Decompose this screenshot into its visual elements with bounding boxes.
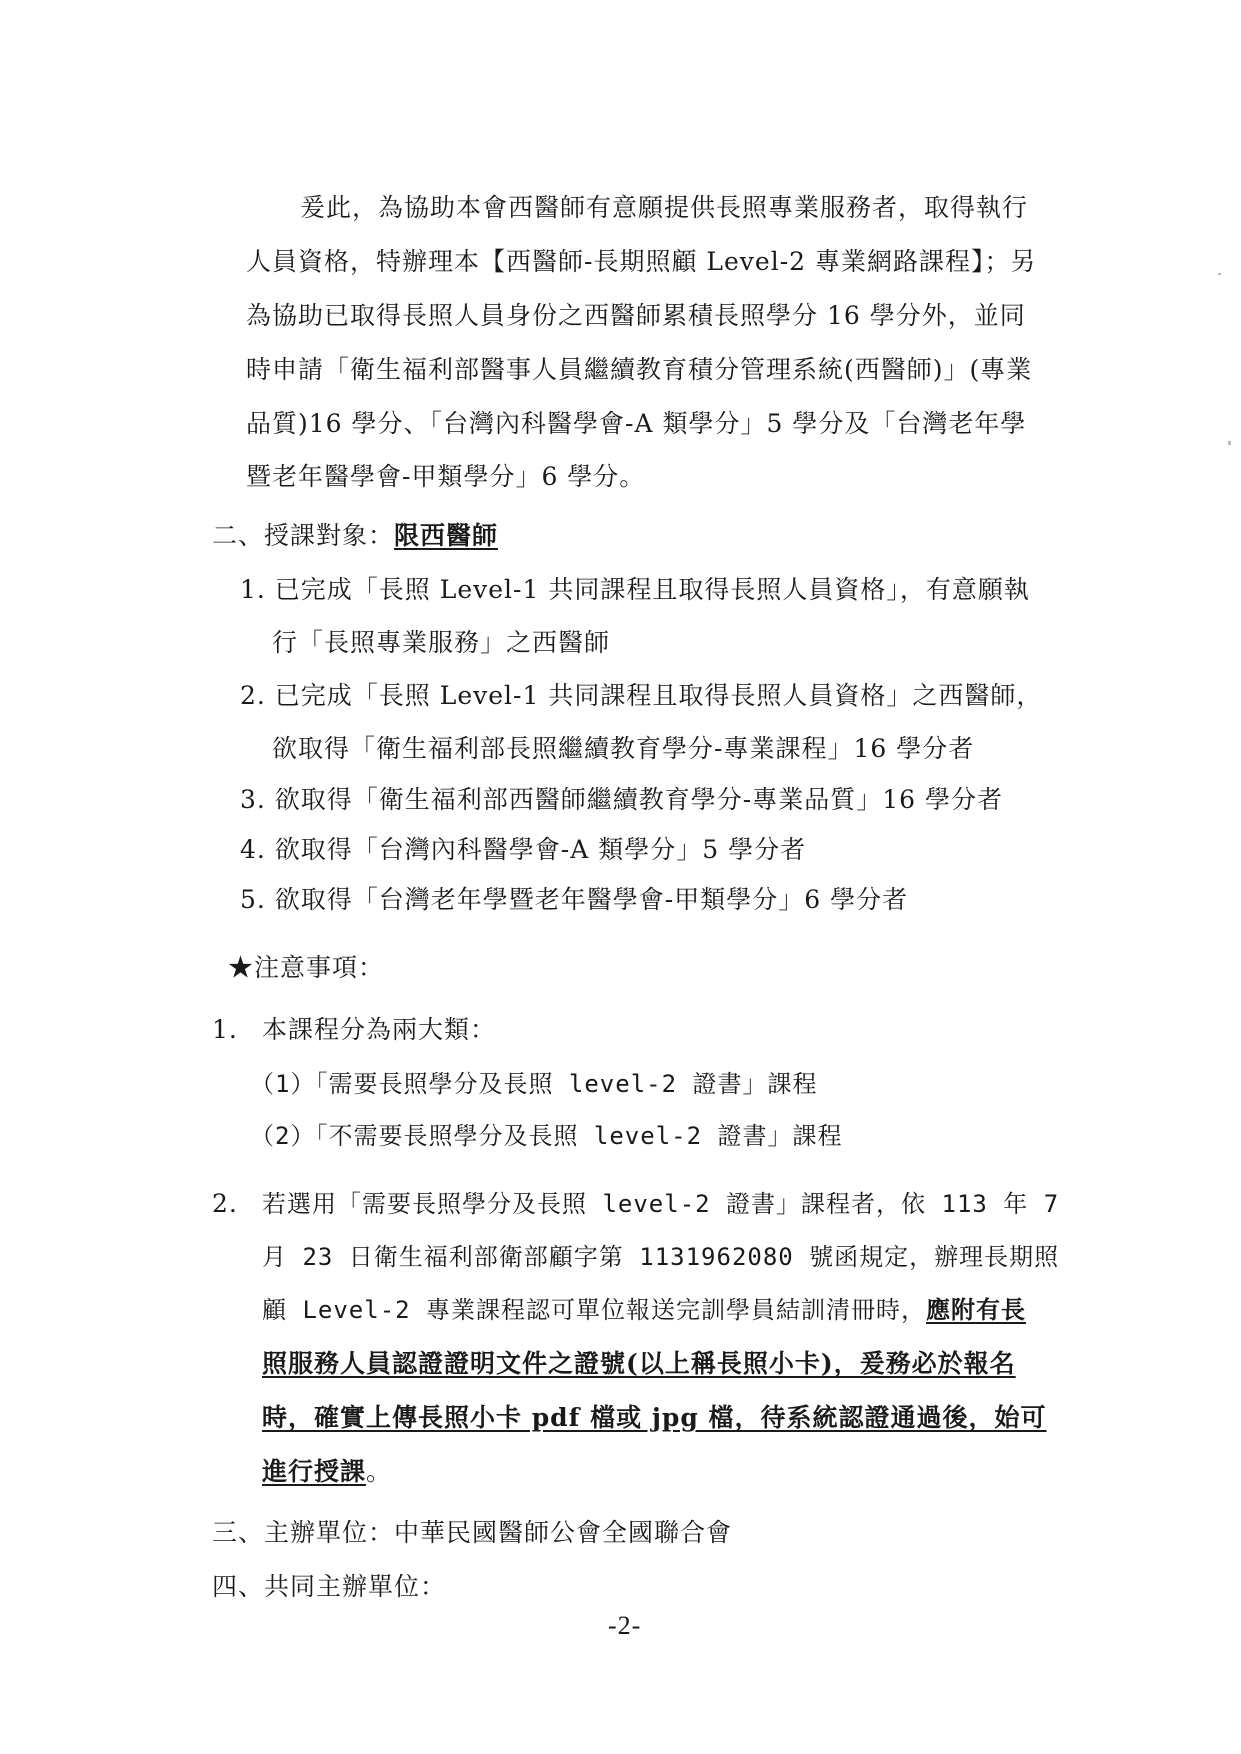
- section2-emphasis: 限西醫師: [394, 521, 499, 550]
- section2-item-2: 2. 已完成「長照 Level-1 共同課程且取得長照人員資格」之西醫師，: [240, 681, 1043, 710]
- notes-item-2-line-3-plain: 顧 Level-2 專業課程認可單位報送完訓學員結訓清冊時，: [262, 1296, 927, 1324]
- section2-item-2-cont: 欲取得「衛生福利部長照繼續教育學分-專業課程」16 學分者: [272, 734, 975, 763]
- notes-item-1-sub-1: （1）「需要長照學分及長照 level-2 證書」課程: [250, 1070, 818, 1098]
- intro-line-3: 為協助已取得長照人員身份之西醫師累積長照學分 16 學分外，並同: [246, 301, 1026, 330]
- section4: 四、共同主辦單位：: [212, 1572, 447, 1601]
- notes-item-2-line-6-emphasis: 進行授課: [262, 1457, 367, 1486]
- intro-line-5: 品質)16 學分、「台灣內科醫學會-A 類學分」5 學分及「台灣老年學: [246, 409, 1027, 438]
- notes-title: ★注意事項：: [228, 953, 385, 982]
- notes-item-2-line-4: 照服務人員認證證明文件之證號(以上稱長照小卡)，爰務必於報名: [262, 1349, 1016, 1378]
- intro-line-2: 人員資格，特辦理本【西醫師-長期照顧 Level-2 專業網路課程】；另: [246, 247, 1037, 276]
- section2-item-3: 3. 欲取得「衛生福利部西醫師繼續教育學分-專業品質」16 學分者: [240, 785, 1004, 814]
- notes-item-1-number: 1.: [212, 1015, 238, 1044]
- notes-item-2-line-6: [262, 1454, 392, 1490]
- notes-item-2-line-1: 若選用「需要長照學分及長照 level-2 證書」課程者，依 113 年 7: [262, 1190, 1060, 1218]
- section2-item-4: 4. 欲取得「台灣內科醫學會-A 類學分」5 學分者: [240, 835, 807, 864]
- notes-item-2-line-3-emphasis: 應附有長: [926, 1296, 1027, 1324]
- notes-item-1-sub-2: （2）「不需要長照學分及長照 level-2 證書」課程: [250, 1122, 843, 1150]
- scan-speck: [1218, 273, 1221, 275]
- section2-prefix: 二、授課對象：: [212, 521, 395, 550]
- notes-item-2-number: 2.: [212, 1189, 238, 1218]
- section2-item-1-cont: 行「長照專業服務」之西醫師: [272, 628, 611, 657]
- intro-line-6: 暨老年醫學會-甲類學分」6 學分。: [246, 462, 646, 491]
- notes-item-1-text: 本課程分為兩大類：: [262, 1015, 497, 1044]
- section3: 三、主辦單位：中華民國醫師公會全國聯合會: [212, 1518, 733, 1547]
- notes-item-2-line-6-end: 。: [366, 1457, 393, 1486]
- notes-item-2-line-2: 月 23 日衛生福利部衛部顧字第 1131962080 號函規定，辦理長期照: [262, 1243, 1060, 1271]
- intro-line-4: 時申請「衛生福利部醫事人員繼續教育積分管理系統(西醫師)」(專業: [246, 355, 1033, 384]
- scan-speck: [1228, 441, 1231, 445]
- section2-item-1: 1. 已完成「長照 Level-1 共同課程且取得長照人員資格」，有意願執: [240, 575, 1030, 604]
- notes-item-2-line-5: 時，確實上傳長照小卡 pdf 檔或 jpg 檔，待系統認證通過後，始可: [262, 1403, 1047, 1432]
- section2-heading: [212, 518, 498, 554]
- notes-item-2-line-3: [262, 1292, 1026, 1328]
- page-number: -2-: [608, 1611, 642, 1640]
- intro-line-1: 爰此，為協助本會西醫師有意願提供長照專業服務者，取得執行: [300, 193, 1029, 222]
- section2-item-5: 5. 欲取得「台灣老年學暨老年醫學會-甲類學分」6 學分者: [240, 885, 909, 914]
